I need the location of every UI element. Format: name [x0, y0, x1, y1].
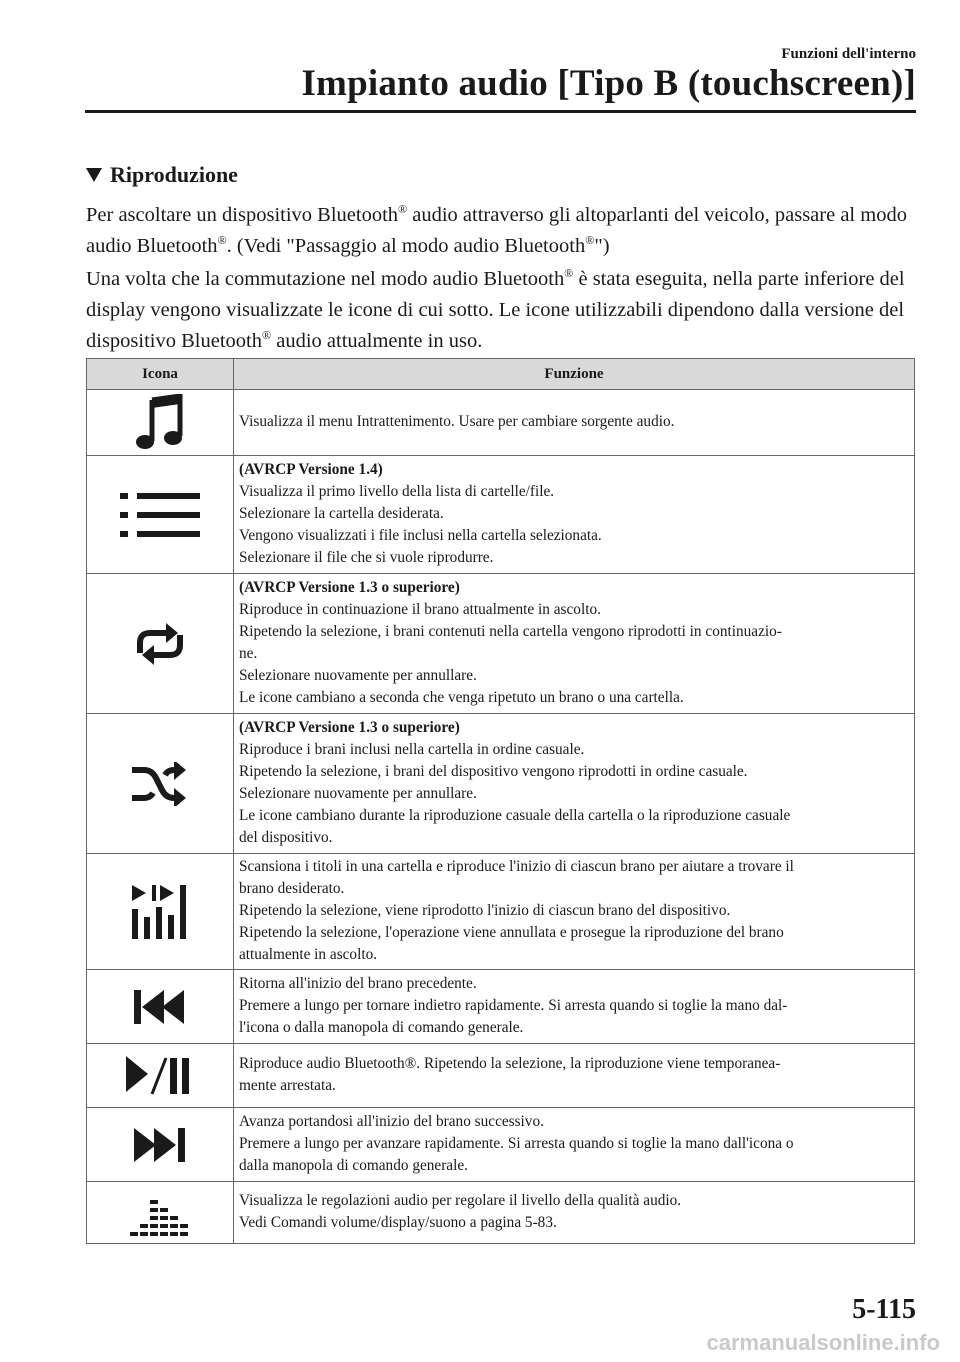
description-line: Ripetendo la selezione, i brani contenuti nella cartella vengono riprodotti in continuazio- — [239, 623, 782, 640]
registered-mark: ® — [261, 328, 272, 343]
play-pause-icon — [126, 1066, 194, 1083]
table-row — [87, 456, 915, 574]
description-line: Le icone cambiano a seconda che venga ripetuto un brano o una cartella. — [239, 689, 684, 706]
scan-icon — [132, 902, 188, 919]
table-row — [87, 714, 915, 854]
description-line: Avanza portandosi all'inizio del brano successivo. — [239, 1113, 544, 1130]
version-label: (AVRCP Versione 1.4) — [239, 461, 383, 478]
list-icon — [120, 505, 200, 522]
description-line: Visualizza le regolazioni audio per regolare il livello della qualità audio. — [239, 1192, 682, 1209]
column-header-function: Funzione — [234, 359, 915, 390]
table-row — [87, 970, 915, 1044]
icon-cell — [87, 574, 234, 714]
version-label: (AVRCP Versione 1.3 o superiore) — [239, 719, 460, 736]
icon-cell — [87, 970, 234, 1044]
function-description — [234, 1044, 915, 1108]
icon-cell — [87, 1108, 234, 1182]
description-line: Ripetendo la selezione, i brani del dispositivo vengono riprodotti in ordine casuale. — [239, 763, 748, 780]
description-line: Selezionare nuovamente per annullare. — [239, 667, 477, 684]
function-description — [234, 1182, 915, 1244]
shuffle-icon — [132, 774, 188, 791]
icon-function-table — [86, 358, 915, 1244]
description-line: Riproduce audio Bluetooth®. Ripetendo la selezione, la riproduzione viene temporanea- — [239, 1055, 781, 1072]
table-row — [87, 390, 915, 456]
description-line: dalla manopola di comando generale. — [239, 1157, 468, 1174]
repeat-icon — [132, 634, 188, 651]
icon-cell — [87, 456, 234, 574]
equalizer-icon — [130, 1203, 190, 1220]
description-line: del dispositivo. — [239, 829, 333, 846]
intro-paragraph-2: Una volta che la commutazione nel modo audio Bluetooth® è stata eseguita, nella parte inferiore del display vengono visualizzate le icone di cui sotto. Le icone utilizzabili dipendono dalla versione del dispositivo Bluetooth® audio attualmente in uso. — [86, 266, 905, 352]
description-line: Ripetendo la selezione, l'operazione viene annullata e prosegue la riproduzione del brano — [239, 924, 784, 941]
description-line: attualmente in ascolto. — [239, 946, 378, 963]
table-row — [87, 854, 915, 970]
section-heading — [86, 162, 238, 188]
description-line: Scansiona i titoli in una cartella e riproduce l'inizio di ciascun brano per aiutare a trovare il — [239, 858, 794, 875]
description-line: brano desiderato. — [239, 880, 345, 897]
description-line: l'icona o dalla manopola di comando generale. — [239, 1019, 524, 1036]
description-line: Riproduce in continuazione il brano attualmente in ascolto. — [239, 601, 601, 618]
description-line: ne. — [239, 645, 258, 662]
table-row — [87, 1182, 915, 1244]
function-description — [234, 390, 915, 456]
function-description — [234, 1108, 915, 1182]
table-header-row — [87, 359, 915, 390]
description-line: Premere a lungo per tornare indietro rapidamente. Si arresta quando si toglie la mano dal- — [239, 997, 788, 1014]
table-row — [87, 1044, 915, 1108]
function-description — [234, 854, 915, 970]
running-header-section: Funzioni dell'interno — [781, 46, 916, 62]
page-number: 5-115 — [852, 1294, 916, 1325]
description-line: Visualizza il menu Intrattenimento. Usare per cambiare sorgente audio. — [239, 413, 675, 430]
intro-paragraph-1: Per ascoltare un dispositivo Bluetooth® audio attraverso gli altoparlanti del veicolo, passare al modo audio Bluetooth®. (Vedi "Passaggio al modo audio Bluetooth®") — [86, 202, 907, 257]
description-line: Selezionare il file che si vuole riprodurre. — [239, 549, 494, 566]
function-description — [234, 970, 915, 1044]
description-line: Selezionare nuovamente per annullare. — [239, 785, 477, 802]
header-rule — [85, 110, 916, 113]
watermark: carmanualsonline.info — [706, 1330, 940, 1355]
description-line: Ritorna all'inizio del brano precedente. — [239, 975, 477, 992]
column-header-icon: Icona — [87, 359, 234, 390]
table-row — [87, 574, 915, 714]
description-line: Vedi Comandi volume/display/suono a pagina 5-83. — [239, 1214, 557, 1231]
registered-mark: ® — [564, 266, 574, 281]
description-line: Premere a lungo per avanzare rapidamente. Si arresta quando si toglie la mano dall'icona o — [239, 1135, 794, 1152]
section-heading-text: Riproduzione — [110, 162, 238, 187]
registered-mark: ® — [217, 233, 227, 248]
icon-cell — [87, 390, 234, 456]
version-label: (AVRCP Versione 1.3 o superiore) — [239, 579, 460, 596]
description-line: Le icone cambiano durante la riproduzione casuale della cartella o la riproduzione casuale — [239, 807, 791, 824]
description-line: Riproduce i brani inclusi nella cartella in ordine casuale. — [239, 741, 585, 758]
table-row — [87, 1108, 915, 1182]
intro-text — [86, 200, 918, 359]
function-description — [234, 456, 915, 574]
registered-mark: ® — [398, 202, 408, 217]
previous-track-icon — [134, 997, 186, 1014]
icon-cell — [87, 1044, 234, 1108]
icon-cell — [87, 1182, 234, 1244]
icon-cell — [87, 854, 234, 970]
triangle-bullet-icon — [86, 168, 102, 182]
icon-cell — [87, 714, 234, 854]
registered-mark: ® — [585, 233, 595, 248]
next-track-icon — [134, 1135, 186, 1152]
description-line: Visualizza il primo livello della lista di cartelle/file. — [239, 483, 555, 500]
description-line: Vengono visualizzati i file inclusi nella cartella selezionata. — [239, 527, 602, 544]
page-title: Impianto audio [Tipo B (touchscreen)] — [301, 63, 916, 104]
music-note-icon — [136, 413, 184, 430]
function-description — [234, 574, 915, 714]
description-line: Selezionare la cartella desiderata. — [239, 505, 444, 522]
description-line: mente arrestata. — [239, 1077, 336, 1094]
description-line: Ripetendo la selezione, viene riprodotto l'inizio di ciascun brano del dispositivo. — [239, 902, 731, 919]
function-description — [234, 714, 915, 854]
